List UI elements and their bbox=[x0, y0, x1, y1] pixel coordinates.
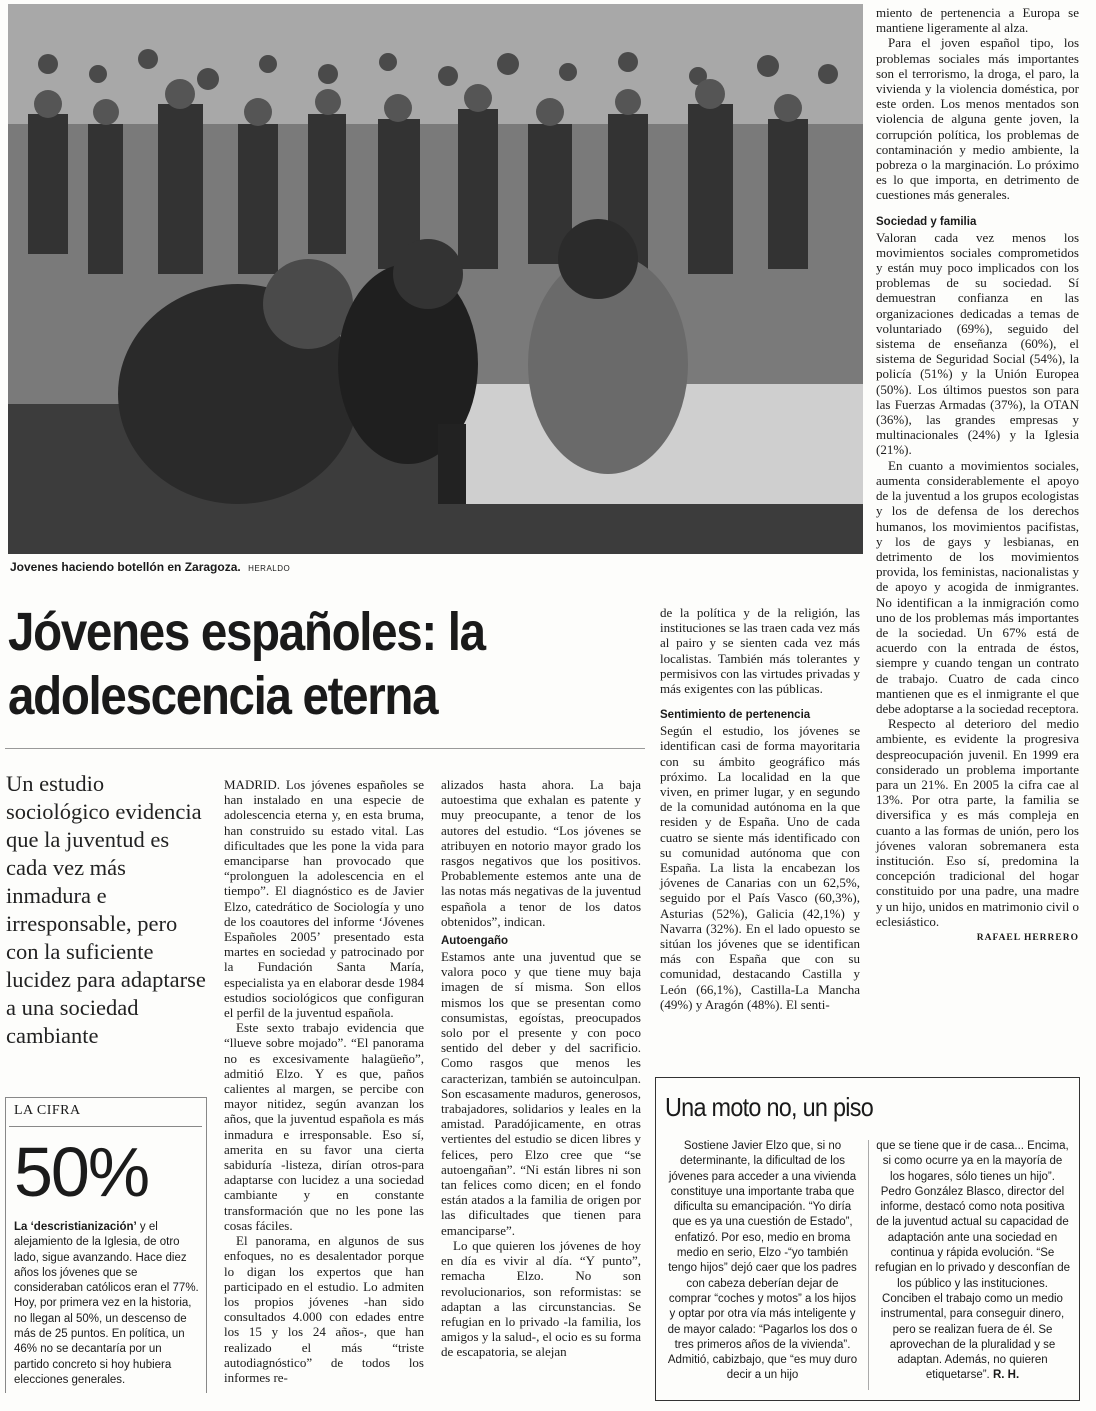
paragraph: Sostiene Javier Elzo que, si no determinante, la dificultad de los jóvenes para acceder a una vivienda constituye una importante traba que dificulta su emancipación. “Yo diría que es ya una cuestión de Estado”, enfatizó. Por eso, medio en broma medio en serio, Elzo -“yo también tengo hijos” dejó caer que los padres con cabeza deberían dejar de comprar “coches y motos” a los hijos y optar por otra vía más inteligente y de mayor calado: “Pagarlos los dos o tres primeros años de la vivienda”. Admitió, cabizbajo, que “es muy duro decir a un hijo bbox=[667, 1140, 858, 1382]
article-column-4 bbox=[876, 5, 1079, 946]
paragraph: En cuanto a movimientos sociales, aumenta considerablemente el apoyo de la juventud a los grupos ecologistas y los de defensa de los derechos humanos, los movimientos pacifistas, y los de gays y lesbianas, en detrimento de los movimientos provida, los feministas, nacionalistas y de apoyo y acogida de inmigrantes. No identifican a la inmigración como uno de los problemas más importantes de la sociedad. Un 67% está de acuerdo con la entrada de éstos, siempre y cuando tengan un contrato de trabajo. Cuatro de cada cinco mantienen que es el inmigrante el que debe adoptarse a la sociedad receptora. bbox=[876, 457, 1079, 716]
sidebar-box-divider bbox=[868, 1140, 869, 1390]
photo-caption bbox=[10, 560, 610, 574]
deck: Un estudio sociológico evidencia que la juventud es cada vez más inmadura e irresponsable, pero con la suficiente lucidez para adaptarse a una sociedad cambiante bbox=[6, 771, 206, 1048]
sidebar-box-title: Una moto no, un piso bbox=[665, 1092, 874, 1122]
box-signature: R. H. bbox=[992, 1369, 1020, 1382]
cifra-rule bbox=[9, 1126, 202, 1127]
cifra-number: 50% bbox=[14, 1133, 149, 1211]
subheading-pertenencia: Sentimiento de pertenencia bbox=[660, 709, 811, 722]
news-photo bbox=[8, 4, 863, 554]
paragraph: que se tiene que ir de casa... Encima, si como ocurre ya en la mayoría de los hogares, sólo tienes un hijo”. Pedro González Blasco, director del informe, destacó como nota positiva de la juventud actual su capacidad de adaptación ante una sociedad en continua y rápida evolución. “Se refugian en lo privado y desconfían de los público y las instituciones. Conciben el trabajo como un medio instrumental, para conseguir dinero, pero se realizan fuera de él. Se aprovechan de la pluralidad y se adaptan. Además, no quieren etiquetarse”. bbox=[875, 1140, 1070, 1382]
cifra-body: y el alejamiento de la Iglesia, de otro lado, sigue avanzando. Hace diez años los jóvenes que se consideraban católicos eran el 77%. Hoy, por primera vez en la historia, no llegan al 50%, un descenso de más de 25 puntos. En política, un 46% no se decantaría por un partido concreto si hoy hubiera elecciones generales. bbox=[14, 1221, 199, 1386]
article-column-1 bbox=[224, 777, 424, 1385]
paragraph: MADRID. Los jóvenes españoles se han instalado en una especie de adolescencia eterna y, en esta bruma, han construido su estado vital. Las dificultades que les pone la vida para emanciparse han provocado que “prolonguen la adolescencia en el tiempo”. El diagnóstico es de Javier Elzo, catedrático de Sociología y uno de los coautores del informe ‘Jóvenes Españoles 2005’ presentado esta martes en sociedad y patrocinado por la Fundación Santa María, especialista ya en elaborar desde 1984 estudios sociológicos que configuran el perfil de la juventud española. bbox=[224, 777, 424, 1021]
paragraph: alizados hasta ahora. La baja autoestima que exhalan es patente y muy preocupante, a tenor de los autores del estudio. “Los jóvenes se atribuyen en notorio mayor grado los rasgos negativos que los positivos. Probablemente estemos ante una de las notas más negativas de la juventud española a tenor de los datos obtenidos”, indican. bbox=[441, 777, 641, 929]
headline bbox=[8, 600, 571, 728]
paragraph: Estamos ante una juventud que se valora poco y que tiene muy baja imagen de sí misma. Son ellos mismos los que se presentan como consumistas, egoístas, preocupados solo por el presente y con poco sentido del deber y del sacrificio. Como rasgos que menos les caracterizan, también se autoinculpan. Son escasamente maduros, generosos, trabajadores, solidarios y leales en la amistad. Paradójicamente, en otras vertientes del estudio se dicen libres y felices, pero Elzo cree que “se autoengañan”. “Ni están libres ni son tan felices como dicen; en el fondo están atados a la familia de origen por las dificultades que tienen para emanciparse”. bbox=[441, 949, 641, 1238]
paragraph: Según el estudio, los jóvenes se identifican casi de forma mayoritaria con su ámbito geográfico más próximo. La localidad en la que viven, en primer lugar, y en segundo de la comunidad autónoma en la que residen y de España. Uno de cada cuatro se siente más identificado con su comunidad autónoma que con España. La lista la encabezan los jóvenes de Canarias con un 62,5%, seguido por el País Vasco (60,3%), Asturias (52%), Galicia (42,1%) y Navarra (32%). En el lado opuesto se sitúan los jóvenes que se identifican más con España que con su comunidad, destacando Castilla y León (66,1%), Castilla-La Mancha (49%) y Aragón (48%). El senti- bbox=[660, 723, 860, 1012]
paragraph: Para el joven español tipo, los problemas sociales más importantes son el terrorismo, la droga, el paro, la vivienda y la violencia doméstica, por este orden. Los menos mentados son violencia de alguna gente joven, la corrupción política, los problemas de contaminación y medio ambiente, la pobreza o la marginación. Lo próximo es lo que importa, en detrimento de cuestiones más generales. bbox=[876, 35, 1079, 203]
headline-line-2: adolescencia eterna bbox=[8, 666, 438, 726]
paragraph: miento de pertenencia a Europa se mantiene ligeramente al alza. bbox=[876, 5, 1079, 36]
cifra-lead: La ‘descristianización’ bbox=[14, 1221, 137, 1233]
sidebar-box-column-1 bbox=[665, 1139, 860, 1384]
paragraph: Este sexto trabajo evidencia que “llueve sobre mojado”. “El panorama no es excesivamente halagüeño”, admitió Elzo. Y es que, paños calientes al margen, se percibe con mayor nitidez, según avanzan los años, que la juventud española es más inmadura e irresponsable. Eso sí, amerita en su favor una cierta sabiduría -listeza, dirían otros-para adaptarse con lucidez a una sociedad cambiante y en constante transformación que no les pone las cosas fáciles. bbox=[224, 1020, 424, 1233]
paragraph: Respecto al deterioro del medio ambiente, es evidente la progresiva despreocupación juvenil. En 1999 era considerado un problema importante para un 21%. En 2005 la cifra cae al 13%. Por otra parte, la familia se diversifica y es más compleja en cuanto a las formas de unión, pero los jóvenes valoran sobremanera esta institución. Eso sí, predomina la concepción tradicional del hogar constituido por una padre, una madre y un hijo, unidos en matrimonio civil o eclesiástico. bbox=[876, 716, 1079, 929]
subheading-autoengano: Autoengaño bbox=[441, 935, 509, 948]
paragraph: El panorama, en algunos de sus enfoques, no es desalentador porque lo digan los expertos que han participado en el estudio. Lo admiten los propios jóvenes -han sido consultados 4.000 con edades entre los 15 y los 24 años-, que han realizado el más “triste autodiagnóstico” de todos los informes re- bbox=[224, 1233, 424, 1385]
headline-rule bbox=[5, 748, 645, 749]
article-column-2 bbox=[441, 777, 641, 1360]
caption-text: Jovenes haciendo botellón en Zaragoza. bbox=[10, 560, 241, 574]
headline-line-1: Jóvenes españoles: la bbox=[8, 602, 485, 662]
paragraph: Lo que quieren los jóvenes de hoy en día es vivir al día. “Y punto”, remacha Elzo. No son revolucionarios, son reformistas: se adaptan a las circunstancias. Se refugian en lo privado -la familia, los amigos y la salud-, el ocio es su forma de escapatoria, se alejan bbox=[441, 1237, 641, 1360]
sidebar-box-column-2 bbox=[875, 1139, 1070, 1384]
paragraph: Valoran cada vez menos los movimientos sociales comprometidos y están muy poco implicados con los problemas de su sociedad. Sí demuestran confianza en las organizaciones dedicadas a temas de voluntariado (69%), seguido del sistema de enseñanza (60%), el sistema de Seguridad Social (54%), la policía (51%) y la Unión Europea (50%). Los últimos puestos son para las Fuerzas Armadas (37%), la OTAN (36%), las grandes empresas y multinacionales (24%) y la Iglesia (21%). bbox=[876, 229, 1079, 458]
photo-credit: HERALDO bbox=[248, 564, 291, 573]
byline: RAFAEL HERRERO bbox=[976, 932, 1079, 943]
cifra-text bbox=[14, 1220, 199, 1388]
cifra-label: LA CIFRA bbox=[14, 1103, 81, 1118]
subheading-sociedad-familia: Sociedad y familia bbox=[876, 215, 977, 228]
paragraph: de la política y de la religión, las instituciones se las traen cada vez más al pairo y se sienten cada vez más localistas. También más tolerantes y permisivos con las virtudes privadas y más exigentes con las públicas. bbox=[660, 605, 860, 697]
crowd-illustration bbox=[8, 4, 863, 554]
article-column-3 bbox=[660, 605, 860, 1012]
